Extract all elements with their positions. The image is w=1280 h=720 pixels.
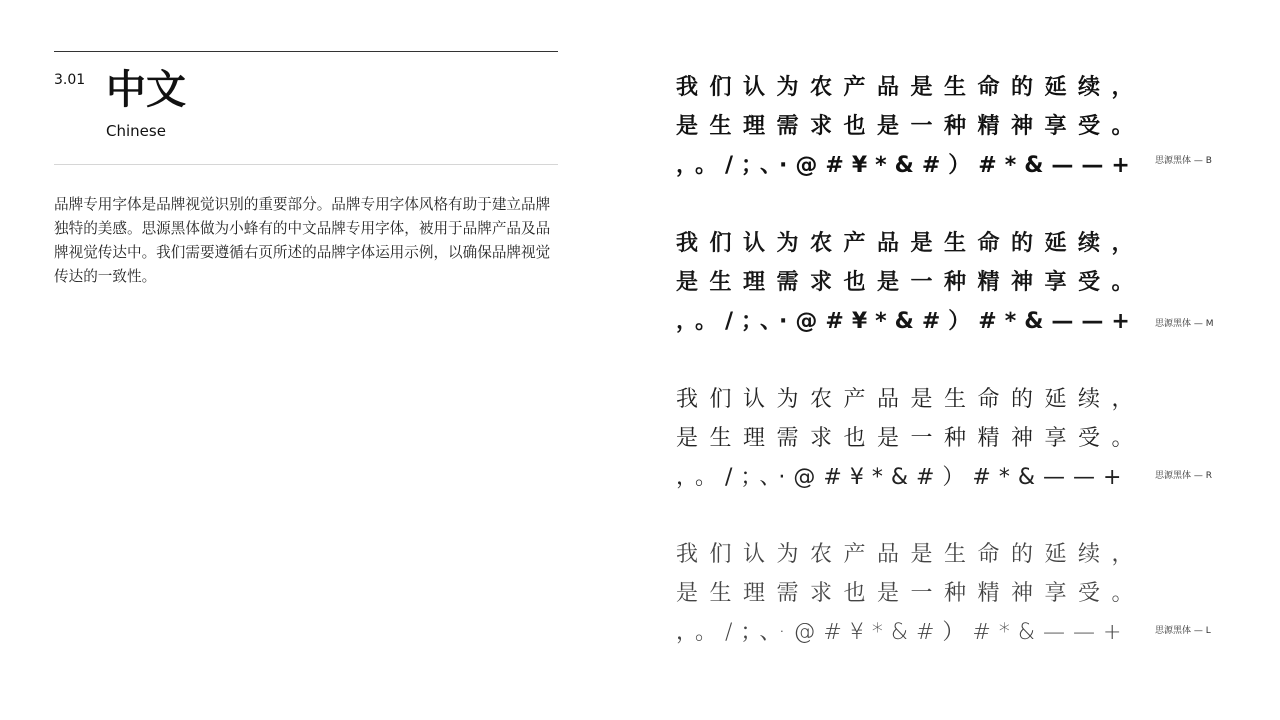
sample-line-1: 我们认为农产品是生命的延续， bbox=[676, 75, 1146, 100]
sample-line-2: 是生理需求也是一种精神享受。 bbox=[676, 581, 1146, 606]
font-sample-light bbox=[676, 535, 1146, 652]
section-subtitle: Chinese bbox=[106, 122, 166, 140]
section-divider bbox=[54, 164, 558, 165]
sample-line-2: 是生理需求也是一种精神享受。 bbox=[676, 114, 1146, 139]
font-weight-label-regular: 思源黑体 — R bbox=[1155, 471, 1212, 481]
sample-symbols: ，。/；、·@#¥*&#）#*&——+ bbox=[676, 153, 1138, 178]
sample-symbols: ，。/；、·@#¥*&#）#*&——+ bbox=[676, 309, 1138, 334]
sample-line-2: 是生理需求也是一种精神享受。 bbox=[676, 426, 1146, 451]
top-divider bbox=[54, 51, 558, 52]
sample-line-1: 我们认为农产品是生命的延续， bbox=[676, 387, 1146, 412]
sample-line-2: 是生理需求也是一种精神享受。 bbox=[676, 270, 1146, 295]
sample-symbols: ，。/；、·@#¥*&#）#*&——+ bbox=[676, 620, 1130, 645]
font-sample-regular bbox=[676, 380, 1146, 497]
sample-line-1: 我们认为农产品是生命的延续， bbox=[676, 231, 1146, 256]
section-description: 品牌专用字体是品牌视觉识别的重要部分。品牌专用字体风格有助于建立品牌独特的美感。思源黑体做为小蜂有的中文品牌专用字体，被用于品牌产品及品牌视觉传达中。我们需要遵循右页所述的品牌字体运用示例，以确保品牌视觉传达的一致性。 bbox=[54, 196, 551, 285]
section-title: 中文 bbox=[106, 67, 186, 113]
section-number: 3.01 bbox=[54, 72, 86, 88]
font-sample-bold bbox=[676, 68, 1146, 185]
sample-line-1: 我们认为农产品是生命的延续， bbox=[676, 542, 1146, 567]
font-weight-label-medium: 思源黑体 — M bbox=[1155, 319, 1214, 329]
font-weight-label-bold: 思源黑体 — B bbox=[1155, 156, 1212, 166]
sample-symbols: ，。/；、·@#¥*&#）#*&——+ bbox=[676, 465, 1130, 490]
font-sample-medium bbox=[676, 224, 1146, 341]
font-weight-label-light: 思源黑体 — L bbox=[1155, 626, 1211, 636]
